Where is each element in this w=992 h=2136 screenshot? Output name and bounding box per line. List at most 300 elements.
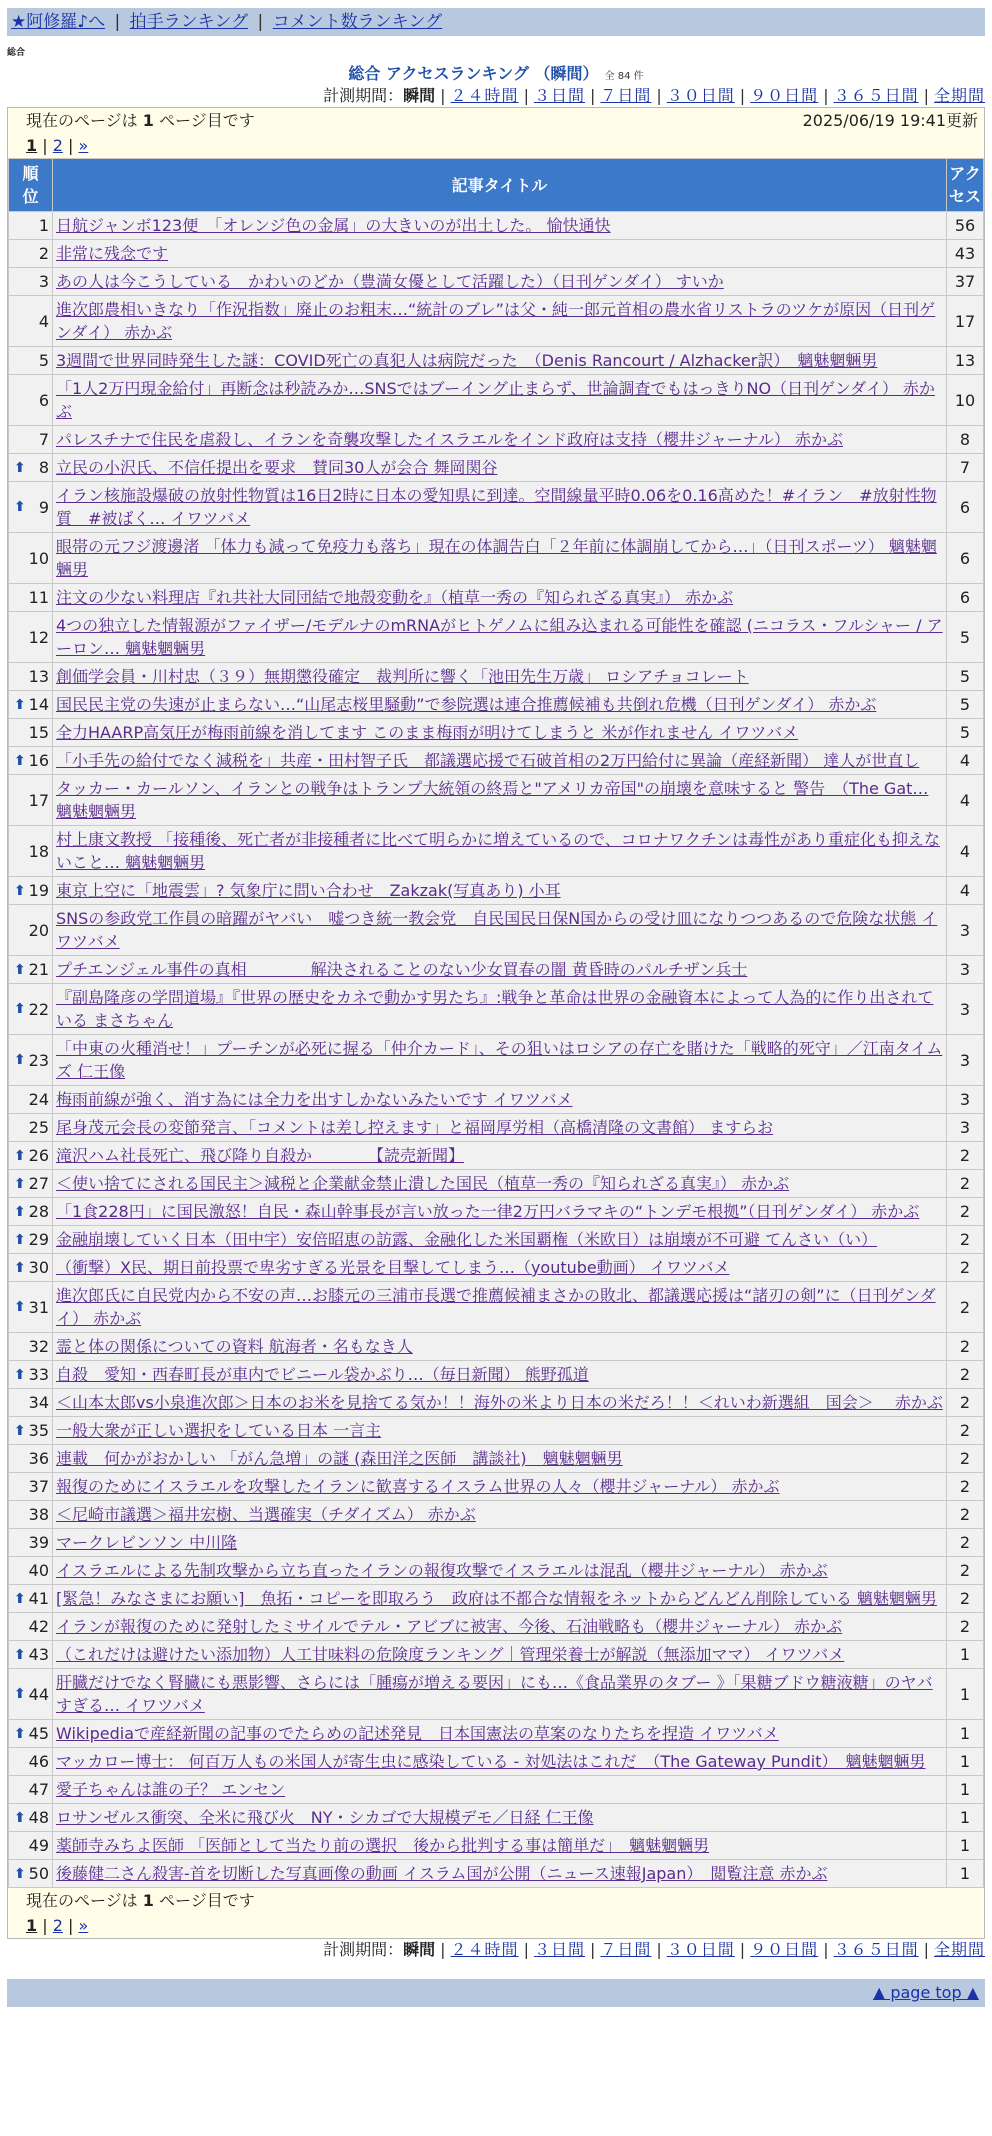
rank-cell — [9, 1086, 53, 1114]
table-row — [9, 426, 984, 454]
rank-number: 42 — [28, 1617, 49, 1636]
rank-number: 23 — [28, 1050, 49, 1070]
rank-number: 14 — [28, 695, 49, 714]
title-cell — [53, 1389, 947, 1417]
article-link[interactable]: 東京上空に「地震雲」? 気象庁に問い合わせ Zakzak(写真あり) 小耳 — [56, 881, 561, 900]
separator: | — [523, 1940, 529, 1959]
period-link[interactable]: ７日間 — [600, 1940, 652, 1959]
period-selector-top — [7, 85, 985, 107]
access-count: 2 — [947, 1170, 984, 1198]
section-label: 総合 — [7, 48, 26, 58]
home-link[interactable]: ★阿修羅♪へ — [11, 12, 106, 32]
access-count: 1 — [947, 1669, 984, 1720]
rank-cell — [9, 1748, 53, 1776]
period-link[interactable]: ３０日間 — [666, 86, 735, 105]
title-cell — [53, 1804, 947, 1832]
title-cell — [53, 1114, 947, 1142]
access-count: 2 — [947, 1254, 984, 1282]
ranking-table — [8, 158, 984, 1888]
separator: | — [656, 86, 662, 105]
article-link[interactable]: 創価学会員・川村忠（３９）無期懲役確定 裁判所に響く「池田先生万歳」 ロシアチョコレート — [56, 667, 749, 686]
table-row — [9, 1613, 984, 1641]
table-row — [9, 347, 984, 375]
table-row — [9, 1226, 984, 1254]
arrow-up-icon: ⬆ — [14, 1147, 26, 1164]
access-count: 2 — [947, 1445, 984, 1473]
title-cell — [53, 347, 947, 375]
table-row — [9, 1170, 984, 1198]
separator: | — [68, 1916, 74, 1935]
rank-number: 25 — [28, 1118, 49, 1137]
table-row — [9, 691, 984, 719]
access-count: 3 — [947, 905, 984, 956]
table-row — [9, 296, 984, 347]
period-link[interactable]: ３日間 — [533, 1940, 585, 1959]
article-link[interactable]: 尾身茂元会長の変節発言、「コメントは差し控えます」と福岡厚労相（高橋清隆の文書館） ますらお — [56, 1118, 774, 1137]
updated-timestamp: 2025/06/19 19:41更新 — [802, 111, 978, 130]
title-cell — [53, 877, 947, 905]
applause-ranking-link[interactable]: 拍手ランキング — [129, 12, 249, 32]
article-link[interactable]: マッカロー博士： 何百万人もの米国人が寄生虫に感染している - 対処法はこれだ （The Gateway Pundit） 魑魅魍魎男 — [56, 1752, 926, 1771]
arrow-up-icon: ⬆ — [14, 696, 26, 713]
rank-cell — [9, 877, 53, 905]
separator: | — [589, 86, 596, 105]
rank-number: 11 — [28, 588, 49, 607]
rank-cell — [9, 240, 53, 268]
table-row — [9, 1501, 984, 1529]
rank-number: 28 — [28, 1202, 49, 1221]
arrow-up-icon: ⬆ — [14, 1422, 26, 1439]
page-info-suffix: ページ目です — [159, 1891, 255, 1910]
rank-number: 34 — [28, 1393, 49, 1412]
article-link[interactable]: イスラエルによる先制攻撃から立ち直ったイランの報復攻撃でイスラエルは混乱（櫻井ジャーナル） 赤かぶ — [56, 1561, 828, 1580]
access-count: 56 — [947, 212, 984, 240]
page-title: 総合 アクセスランキング （瞬間） — [348, 64, 599, 83]
article-link[interactable]: 「中東の火種消せ！」プーチンが必死に握る「仲介カード」、その狙いはロシアの存亡を賭けた「戦略的死守」／江南タイムズ 仁王像 — [56, 1039, 943, 1081]
article-link[interactable]: SNSの参政党工作員の暗躍がヤバい 嘘つき統一教会党 自民国民日保N国からの受け皿になりつつあるので危険な状態 イワツバメ — [56, 909, 938, 951]
table-row — [9, 1557, 984, 1585]
title-cell — [53, 1501, 947, 1529]
page — [7, 8, 985, 2007]
table-row — [9, 1529, 984, 1557]
article-link[interactable]: 国民民主党の失速が止まらない…“山尾志桜里騒動”で参院選は連合推薦候補も共倒れ危機（日刊ゲンダイ） 赤かぶ — [56, 695, 877, 714]
title-cell — [53, 1832, 947, 1860]
article-link[interactable]: 金融崩壊していく日本（田中宇）安倍昭恵の訪露、金融化した米国覇権（米欧日）は崩壊が不可避 てんさい（い） — [56, 1230, 878, 1249]
table-row — [9, 956, 984, 984]
page-info-prefix: 現在のページは — [26, 111, 138, 130]
access-count: 7 — [947, 454, 984, 482]
title-cell — [53, 691, 947, 719]
article-link[interactable]: 注文の少ない料理店『れ共社大同団結で地殻変動を』（植草一秀の『知られざる真実』） 赤かぶ — [56, 588, 734, 607]
article-link[interactable]: 眼帯の元フジ渡邊渚 「体力も減って免疫力も落ち」現在の体調告白「２年前に体調崩してから…」（日刊スポーツ） 魑魅魍魎男 — [56, 537, 937, 579]
separator: | — [739, 86, 746, 105]
rank-number: 41 — [28, 1589, 49, 1608]
article-link[interactable]: 自殺 愛知・西春町長が車内でビニール袋かぶり…（毎日新聞） 熊野孤道 — [56, 1365, 589, 1384]
table-row — [9, 719, 984, 747]
rank-number: 9 — [38, 497, 49, 517]
access-count: 2 — [947, 1585, 984, 1613]
table-row — [9, 1776, 984, 1804]
article-link[interactable]: 連載 何かがおかしい 「がん急増」の謎 (森田洋之医師 講談社) 魑魅魍魎男 — [56, 1449, 623, 1468]
article-link[interactable]: 薬師寺みちよ医師 「医師として当たり前の選択 後から批判する事は簡単だ」 魑魅魍魎男 — [56, 1836, 710, 1855]
table-row — [9, 212, 984, 240]
title-cell — [53, 663, 947, 691]
arrow-up-icon: ⬆ — [14, 1299, 26, 1315]
title-cell — [53, 775, 947, 826]
rank-cell — [9, 1417, 53, 1445]
rank-cell — [9, 826, 53, 877]
period-link[interactable]: ９０日間 — [750, 1940, 819, 1959]
title-cell — [53, 1226, 947, 1254]
rank-cell — [9, 1832, 53, 1860]
rank-cell — [9, 1613, 53, 1641]
title-cell — [53, 1254, 947, 1282]
arrow-up-icon: ⬆ — [14, 1865, 26, 1882]
access-count: 2 — [947, 1529, 984, 1557]
access-count: 2 — [947, 1417, 984, 1445]
article-link[interactable]: 進次郎氏に自民党内から不安の声…お膝元の三浦市長選で推薦候補まさかの敗北、都議選応援は“諸刃の剣”に（日刊ゲンダイ） 赤かぶ — [56, 1286, 936, 1328]
article-link[interactable]: パレスチナで住民を虐殺し、イランを奇襲攻撃したイスラエルをインド政府は支持（櫻井ジャーナル） 赤かぶ — [56, 430, 844, 449]
rank-number: 15 — [28, 723, 49, 742]
arrow-up-icon: ⬆ — [14, 1809, 26, 1826]
article-link[interactable]: 『副島隆彦の学問道場』『世界の歴史をカネで動かす男たち』:戦争と革命は世界の金融資本によって人為的に作り出されている まさちゃん — [56, 988, 934, 1030]
period-link[interactable]: ２４時間 — [450, 1940, 519, 1959]
article-link[interactable]: 後藤健二さん殺害-首を切断した写真画像の動画 イスラム国が公開（ニュース速報Japan） 閲覧注意 赤かぶ — [56, 1864, 828, 1883]
pager-next[interactable]: » — [78, 1916, 89, 1935]
article-link[interactable]: （衝撃）X民、期日前投票で卑劣すぎる光景を目撃してしまう…（youtube動画） イワツバメ — [56, 1258, 730, 1277]
separator: | — [656, 1940, 662, 1959]
article-link[interactable]: あの人は今こうしている かわいのどか（豊満女優として活躍した）（日刊ゲンダイ） すいか — [56, 272, 724, 291]
rank-cell — [9, 1226, 53, 1254]
title-cell — [53, 482, 947, 533]
rank-cell — [9, 1473, 53, 1501]
article-link[interactable]: 滝沢ハム社長死亡、飛び降り自殺か 【読売新聞】 — [56, 1146, 465, 1165]
access-count: 3 — [947, 984, 984, 1035]
rank-cell — [9, 1501, 53, 1529]
title-cell — [53, 1585, 947, 1613]
table-row — [9, 612, 984, 663]
pager-page-2[interactable]: 2 — [52, 1916, 63, 1935]
table-row — [9, 877, 984, 905]
separator: | — [739, 1940, 746, 1959]
access-header: アクセス — [947, 159, 984, 212]
ranking-panel — [7, 107, 985, 1939]
table-row — [9, 1832, 984, 1860]
title-cell — [53, 905, 947, 956]
rank-number: 32 — [28, 1337, 49, 1356]
comment-ranking-link[interactable]: コメント数ランキング — [272, 12, 443, 32]
page-top-link[interactable]: ▲ page top ▲ — [872, 1983, 979, 2002]
access-count: 6 — [947, 584, 984, 612]
rank-number: 35 — [28, 1421, 49, 1440]
article-link[interactable]: ＜使い捨てにされる国民主＞減税と企業献金禁止潰した国民（植草一秀の『知られざる真実』） 赤かぶ — [56, 1174, 790, 1193]
table-row — [9, 1860, 984, 1888]
period-link[interactable]: ７日間 — [600, 86, 652, 105]
separator: | — [42, 1916, 48, 1935]
separator: | — [440, 1940, 446, 1959]
article-link[interactable]: 報復のためにイスラエルを攻撃したイランに歓喜するイスラム世界の人々（櫻井ジャーナル） 赤かぶ — [56, 1477, 780, 1496]
separator: | — [923, 1940, 929, 1959]
access-count: 4 — [947, 826, 984, 877]
article-link[interactable]: 「1食228円」に国民激怒！自民・森山幹事長が言い放った一律2万円バラマキの“トンデモ根拠”（日刊ゲンダイ） 赤かぶ — [56, 1202, 920, 1221]
table-row — [9, 1035, 984, 1086]
title-cell — [53, 1748, 947, 1776]
separator: | — [114, 12, 121, 32]
rank-number: 31 — [28, 1297, 49, 1317]
article-link[interactable]: 愛子ちゃんは誰の子？ エンセン — [56, 1780, 286, 1799]
rank-cell — [9, 1445, 53, 1473]
table-row — [9, 268, 984, 296]
access-count: 3 — [947, 956, 984, 984]
title-cell — [53, 826, 947, 877]
arrow-up-icon: ⬆ — [14, 1366, 26, 1383]
rank-number: 29 — [28, 1230, 49, 1249]
access-count: 2 — [947, 1361, 984, 1389]
separator: | — [823, 86, 829, 105]
title-cell — [53, 1086, 947, 1114]
table-row — [9, 1114, 984, 1142]
rank-cell — [9, 984, 53, 1035]
article-link[interactable]: ＜尼崎市議選＞福井宏樹、当選確実（チダイズム） 赤かぶ — [56, 1505, 476, 1524]
table-row — [9, 905, 984, 956]
article-link[interactable]: 村上康文教授 「接種後、死亡者が非接種者に比べて明らかに増えているので、コロナワクチンは毒性があり重症化も抑えないこと… 魑魅魍魎男 — [56, 830, 940, 872]
rank-cell — [9, 719, 53, 747]
access-count: 6 — [947, 533, 984, 584]
arrow-up-icon: ⬆ — [14, 1203, 26, 1220]
rank-cell — [9, 1641, 53, 1669]
rank-cell — [9, 533, 53, 584]
page-info-suffix: ページ目です — [159, 111, 255, 130]
article-link[interactable]: プチエンジェル事件の真相 解決されることのない少女買春の闇 黄昏時のパルチザン兵士 — [56, 960, 748, 979]
rank-cell — [9, 1198, 53, 1226]
arrow-up-icon: ⬆ — [14, 882, 26, 899]
table-row — [9, 1282, 984, 1333]
rank-number: 33 — [28, 1365, 49, 1384]
table-row — [9, 1804, 984, 1832]
rank-number: 39 — [28, 1533, 49, 1552]
table-header-row — [9, 159, 984, 212]
access-count: 2 — [947, 1613, 984, 1641]
article-link[interactable]: 「1人2万円現金給付」再断念は秒読みか…SNSではブーイング止まらず、世論調査でもはっきりNO（日刊ゲンダイ） 赤かぶ — [56, 379, 935, 421]
arrow-up-icon: ⬆ — [14, 1052, 26, 1068]
access-count: 43 — [947, 240, 984, 268]
access-count: 17 — [947, 296, 984, 347]
period-link[interactable]: ９０日間 — [750, 86, 819, 105]
access-count: 6 — [947, 482, 984, 533]
period-link[interactable]: ２４時間 — [450, 86, 519, 105]
rank-number: 4 — [38, 311, 49, 331]
rank-cell — [9, 347, 53, 375]
separator: | — [823, 1940, 829, 1959]
access-count: 4 — [947, 877, 984, 905]
title-cell — [53, 240, 947, 268]
access-count: 2 — [947, 1501, 984, 1529]
table-row — [9, 1473, 984, 1501]
rank-cell — [9, 1035, 53, 1086]
pager-next[interactable]: » — [78, 136, 89, 155]
title-cell — [53, 268, 947, 296]
period-link[interactable]: ３６５日間 — [833, 1940, 919, 1959]
access-count: 2 — [947, 1333, 984, 1361]
access-count: 5 — [947, 691, 984, 719]
title-cell — [53, 719, 947, 747]
table-row — [9, 1142, 984, 1170]
article-link[interactable]: 肝臓だけでなく腎臓にも悪影響、さらには「腫瘍が増える要因」にも…《食品業界のタブー 》「果糖ブドウ糖液糖」のヤバすぎる… イワツバメ — [56, 1673, 933, 1715]
table-row — [9, 375, 984, 426]
arrow-up-icon: ⬆ — [14, 1590, 26, 1607]
rank-cell — [9, 747, 53, 775]
access-count: 37 — [947, 268, 984, 296]
rank-cell — [9, 426, 53, 454]
article-link[interactable]: （これだけは避けたい添加物）人工甘味料の危険度ランキング｜管理栄養士が解説（無添加ママ） イワツバメ — [56, 1645, 845, 1664]
table-row — [9, 454, 984, 482]
rank-number: 12 — [28, 627, 49, 647]
table-row — [9, 1254, 984, 1282]
article-link[interactable]: ロサンゼルス衝突、全米に飛び火 NY・シカゴで大規模デモ／日経 仁王像 — [56, 1808, 594, 1827]
rank-number: 49 — [28, 1836, 49, 1855]
access-count: 1 — [947, 1860, 984, 1888]
title-cell — [53, 1641, 947, 1669]
access-count: 2 — [947, 1282, 984, 1333]
rank-header: 順位 — [9, 159, 53, 212]
rank-number: 46 — [28, 1752, 49, 1771]
article-link[interactable]: ＜山本太郎vs小泉進次郎＞日本のお米を見捨てる気か！！海外の米より日本の米だろ！！＜れいわ新選組 国会＞ 赤かぶ — [56, 1393, 943, 1412]
title-cell — [53, 1720, 947, 1748]
article-link[interactable]: 進次郎農相いきなり「作況指数」廃止のお粗末…“統計のブレ”は父・純一郎元首相の農水省リストラのツケが原因（日刊ゲンダイ） 赤かぶ — [56, 300, 936, 342]
rank-cell — [9, 584, 53, 612]
title-cell — [53, 747, 947, 775]
pager-top — [8, 134, 984, 158]
article-link[interactable]: 「小手先の給付でなく減税を」共産・田村智子氏 都議選応援で石破首相の2万円給付に異論（産経新聞） 達人が世直し — [56, 751, 920, 770]
title-cell — [53, 612, 947, 663]
table-row — [9, 1333, 984, 1361]
rank-number: 37 — [28, 1477, 49, 1496]
rank-cell — [9, 905, 53, 956]
table-row — [9, 1720, 984, 1748]
title-cell — [53, 1333, 947, 1361]
page-info-number: 1 — [142, 1891, 154, 1910]
rank-cell — [9, 691, 53, 719]
rank-cell — [9, 1529, 53, 1557]
article-link[interactable]: 霊と体の関係についての資料 航海者・名もなき人 — [56, 1337, 413, 1356]
access-count: 2 — [947, 1557, 984, 1585]
table-row — [9, 1445, 984, 1473]
rank-cell — [9, 454, 53, 482]
article-link[interactable]: タッカー・カールソン、イランとの戦争はトランプ大統領の終焉と"アメリカ帝国"の崩壊を意味すると 警告 （The Gat… 魑魅魍魎男 — [56, 779, 929, 821]
rank-cell — [9, 1804, 53, 1832]
rank-number: 1 — [38, 216, 49, 235]
ranking-table-body — [9, 212, 984, 1888]
rank-number: 17 — [28, 790, 49, 810]
article-link[interactable]: 一般大衆が正しい選択をしている日本 一言主 — [56, 1421, 382, 1440]
title-header: 記事タイトル — [53, 159, 947, 212]
rank-cell — [9, 775, 53, 826]
title-cell — [53, 956, 947, 984]
access-count: 8 — [947, 426, 984, 454]
article-link[interactable]: マークレビンソン 中川隆 — [56, 1533, 238, 1552]
article-link[interactable]: 3週間で世界同時発生した謎：COVID死亡の真犯人は病院だった （Denis Rancourt / Alzhacker訳） 魑魅魍魎男 — [56, 351, 878, 370]
table-row — [9, 1086, 984, 1114]
access-count: 4 — [947, 747, 984, 775]
table-row — [9, 826, 984, 877]
pager-current: 1 — [26, 1916, 38, 1935]
table-row — [9, 1585, 984, 1613]
table-row — [9, 747, 984, 775]
pager-page-2[interactable]: 2 — [52, 136, 63, 155]
pager-current: 1 — [26, 136, 38, 155]
title-cell — [53, 1860, 947, 1888]
rank-number: 38 — [28, 1505, 49, 1524]
title-cell — [53, 1445, 947, 1473]
period-label: 計測期間： — [323, 1940, 404, 1959]
table-row — [9, 533, 984, 584]
table-row — [9, 482, 984, 533]
access-count: 1 — [947, 1804, 984, 1832]
article-link[interactable]: 梅雨前線が強く、消す為には全力を出すしかないみたいです イワツバメ — [56, 1090, 573, 1109]
article-link[interactable]: 日航ジャンボ123便 「オレンジ色の金属」の大きいのが出土した。 愉快通快 — [56, 216, 611, 235]
access-count: 2 — [947, 1473, 984, 1501]
article-link[interactable]: イランが報復のために発射したミサイルでテル・アビブに被害、今後、石油戦略も（櫻井ジャーナル） 赤かぶ — [56, 1617, 843, 1636]
separator: | — [523, 86, 529, 105]
title-cell — [53, 533, 947, 584]
article-link[interactable]: 全力HAARP高気圧が梅雨前線を消してます このまま梅雨が明けてしまうと 米が作れません イワツバメ — [56, 723, 799, 742]
arrow-up-icon: ⬆ — [14, 1231, 26, 1248]
rank-number: 18 — [28, 841, 49, 861]
arrow-up-icon: ⬆ — [14, 499, 26, 515]
access-count: 13 — [947, 347, 984, 375]
rank-cell — [9, 1389, 53, 1417]
total-count: 全 84 件 — [604, 71, 644, 82]
article-link[interactable]: Wikipediaで産経新聞の記事のでたらめの記述発見 日本国憲法の草案のなりたちを捏造 イワツバメ — [56, 1724, 779, 1743]
article-link[interactable]: 4つの独立した情報源がファイザー/モデルナのmRNAがヒトゲノムに組み込まれる可能性を確認 (ニコラス・フルシャー / アーロン… 魑魅魍魎男 — [56, 616, 943, 658]
top-nav-bar — [7, 8, 985, 36]
table-row — [9, 1389, 984, 1417]
rank-cell — [9, 1669, 53, 1720]
title-cell — [53, 1557, 947, 1585]
period-link[interactable]: ３０日間 — [666, 1940, 735, 1959]
rank-number: 40 — [28, 1561, 49, 1580]
ranking-title-line — [7, 63, 985, 85]
rank-cell — [9, 1170, 53, 1198]
article-link[interactable]: イラン核施設爆破の放射性物質は16日2時に日本の愛知県に到達。空間線量平時0.06を0.16高めた！#イラン #放射性物質 #被ばく… イワツバメ — [56, 486, 937, 528]
period-link[interactable]: 全期間 — [933, 86, 985, 105]
rank-cell — [9, 612, 53, 663]
table-row — [9, 775, 984, 826]
title-cell — [53, 1142, 947, 1170]
period-link[interactable]: ３６５日間 — [833, 86, 919, 105]
rank-cell — [9, 1114, 53, 1142]
article-link[interactable]: 立民の小沢氏、不信任提出を要求 賛同30人が会合 舞岡関谷 — [56, 458, 498, 477]
access-count: 1 — [947, 1720, 984, 1748]
rank-cell — [9, 1361, 53, 1389]
title-cell — [53, 584, 947, 612]
page-info-row — [8, 108, 984, 134]
title-cell — [53, 212, 947, 240]
article-link[interactable]: [緊急！みなさまにお願い] 魚拓・コピーを即取ろう 政府は不都合な情報をネットからどんどん削除している 魑魅魍魎男 — [56, 1589, 937, 1608]
table-row — [9, 1641, 984, 1669]
title-cell — [53, 1361, 947, 1389]
title-cell — [53, 1035, 947, 1086]
rank-number: 22 — [28, 999, 49, 1019]
period-selector-bottom — [7, 1939, 985, 1961]
period-link[interactable]: 全期間 — [933, 1940, 985, 1959]
period-link[interactable]: ３日間 — [533, 86, 585, 105]
access-count: 3 — [947, 1086, 984, 1114]
rank-number: 47 — [28, 1780, 49, 1799]
article-link[interactable]: 非常に残念です — [56, 244, 169, 263]
arrow-up-icon: ⬆ — [14, 1686, 26, 1702]
arrow-up-icon: ⬆ — [14, 961, 26, 978]
